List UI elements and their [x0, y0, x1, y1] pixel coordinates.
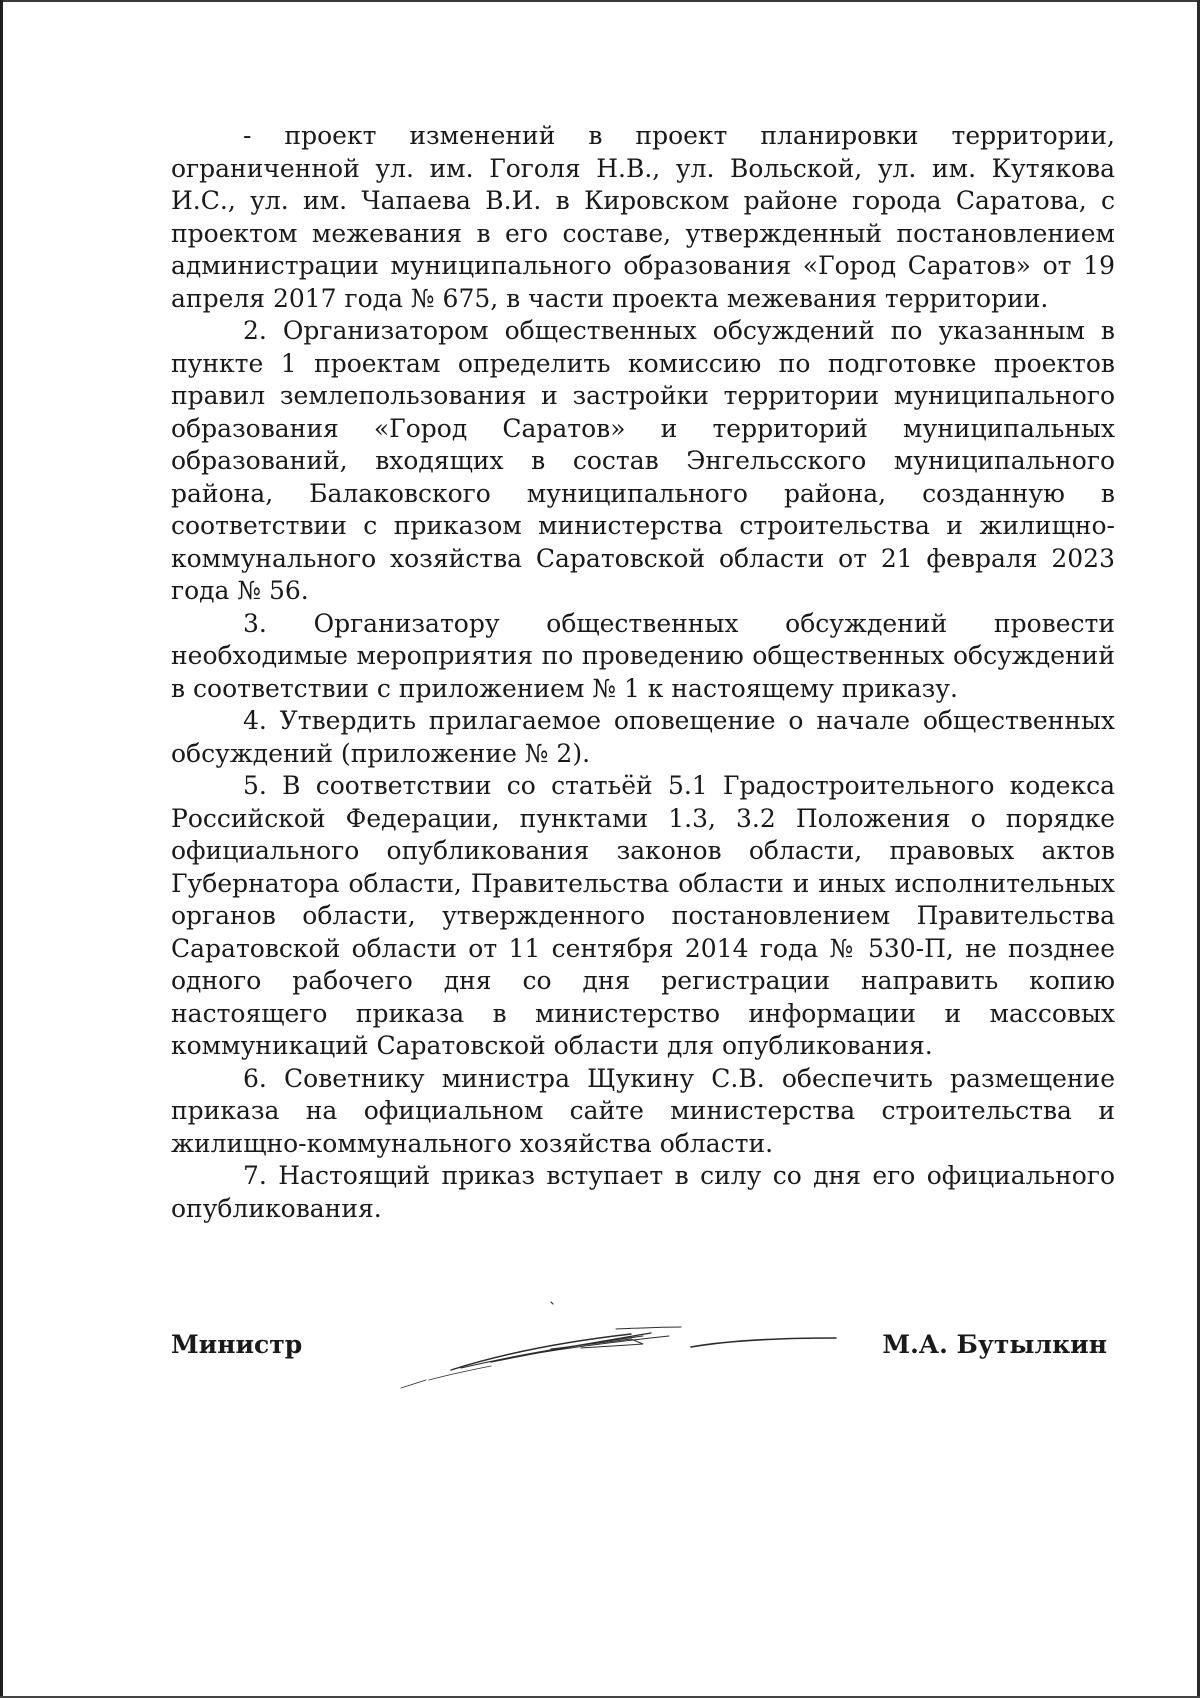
scan-edge-top [0, 0, 1200, 2]
signature-block [171, 1322, 1115, 1382]
paragraph-project-changes: - проект изменений в проект планировки территории, ограниченной ул. им. Гоголя Н.В., ул. Вольской, ул. им. Кутякова И.С., ул. им. Чапаева В.И. в Кировском районе города Саратова, с проектом межевания в его составе, утвержденный постановлением администрации муниципального образования «Город Саратов» от 19 апреля 2017 года № 675, в части проекта межевания территории. [171, 121, 1115, 313]
paragraph-item-4: 4. Утвердить прилагаемое оповещение о начале общественных обсуждений (приложение № 2). [171, 706, 1115, 768]
paragraph-item-7: 7. Настоящий приказ вступает в силу со дня его официального опубликования. [171, 1161, 1115, 1223]
paragraph-item-2: 2. Организатором общественных обсуждений по указанным в пункте 1 проектам определить комиссию по подготовке проектов правил землепользования и застройки территории муниципального образования «Город Саратов» и территорий муниципальных образований, входящих в состав Энгельсского муниципального района, Балаковского муниципального района, созданную в соответствии с приказом министерства строительства и жилищно-коммунального хозяйства Саратовской области от 21 февраля 2023 года № 56. [171, 316, 1115, 605]
paragraph-item-6: 6. Советнику министра Щукину С.В. обеспечить размещение приказа на официальном сайте министерства строительства и жилищно-коммунального хозяйства области. [171, 1063, 1115, 1158]
handwritten-signature [381, 1292, 841, 1392]
signatory-title: Министр [171, 1330, 303, 1359]
paragraph-item-3: 3. Организатору общественных обсуждений провести необходимые мероприятия по проведению общественных обсуждений в соответствии с приложением № 1 к настоящему приказу. [171, 608, 1115, 703]
scan-edge-left [0, 0, 3, 1698]
paragraph-item-5: 5. В соответствии со статьёй 5.1 Градостроительного кодекса Российской Федерации, пунктами 1.3, 3.2 Положения о порядке официального опубликования законов области, правовых актов Губернатора области, Правительства области и иных исполнительных органов области, утвержденного постановлением Правительства Саратовской области от 11 сентября 2014 года № 530-П, не позднее одного рабочего дня со дня регистрации направить копию настоящего приказа в министерство информации и массовых коммуникаций Саратовской области для опубликования. [171, 771, 1115, 1060]
signatory-name: М.А. Бутылкин [882, 1330, 1107, 1359]
document-body [171, 120, 1115, 1225]
